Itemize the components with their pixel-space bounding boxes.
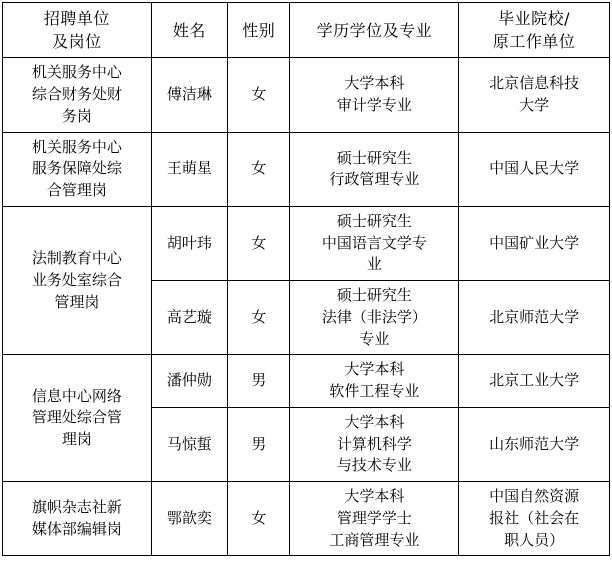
cell-unit-post-line: 机关服务中心 [31,63,122,82]
header-school-line: 毕业院校/ [498,9,571,28]
cell-gender: 女 [228,58,290,132]
table-row [3,482,610,556]
cell-education-line: 大学本科 [344,74,405,93]
cell-gender: 男 [228,407,290,481]
cell-unit-post [3,355,152,482]
cell-education-line: 与技术专业 [336,456,412,475]
cell-education-line: 大学本科 [344,360,405,379]
cell-education-line: 软件工程专业 [329,382,420,401]
cell-name: 傅洁琳 [151,58,227,132]
cell-education-line: 法律（非法学） [321,307,427,326]
cell-name: 鄂歆奕 [151,482,227,556]
cell-education-line: 业 [366,255,382,274]
cell-education-line: 专业 [359,329,390,348]
cell-unit-post-line: 信息中心网络 [31,386,122,405]
header-name-line: 姓名 [172,20,206,40]
cell-unit-post-line: 管理岗 [54,292,100,311]
header-unit-post [3,3,152,58]
recruitment-table [2,2,610,556]
cell-name: 高艺璇 [151,281,227,355]
cell-school-line: 大学 [519,96,550,114]
cell-unit-post-line: 业务处室综合 [31,270,122,289]
cell-school [459,132,610,206]
cell-education [290,206,459,280]
cell-gender: 女 [228,206,290,280]
cell-school-line: 北京信息科技 [489,74,580,93]
header-name [151,3,227,58]
header-gender-line: 性别 [242,20,276,40]
cell-education-line: 行政管理专业 [329,170,420,189]
cell-education-line: 硕士研究生 [336,286,412,305]
table-row [3,132,610,206]
cell-gender: 女 [228,132,290,206]
cell-school [459,355,610,408]
cell-gender: 女 [228,482,290,556]
cell-unit-post-line: 综合财务处财 [31,85,122,104]
cell-education [290,58,459,132]
table-row [3,355,610,408]
cell-education [290,281,459,355]
cell-school-line: 中国人民大学 [489,159,580,178]
cell-name: 马惊蜇 [151,407,227,481]
cell-name: 潘仲勋 [151,355,227,408]
cell-school [459,482,610,556]
cell-education [290,482,459,556]
cell-education [290,132,459,206]
cell-education-line: 工商管理专业 [329,530,420,549]
header-education-line: 学历学位及专业 [316,20,433,40]
cell-school [459,281,610,355]
cell-school-line: 山东师范大学 [489,434,580,453]
cell-education-line: 大学本科 [344,412,405,431]
cell-school-line: 报社（社会在 [489,508,580,527]
cell-gender: 男 [228,355,290,408]
table-header [3,3,610,58]
table-header-row [3,3,610,58]
header-gender [228,3,290,58]
table-row [3,58,610,132]
cell-school-line: 职人员） [504,530,565,549]
cell-name: 王萌星 [151,132,227,206]
cell-unit-post-line: 机关服务中心 [31,137,122,156]
cell-education-line: 硕士研究生 [336,211,412,230]
cell-education-line: 中国语言文学专 [321,233,427,252]
cell-unit-post-line: 旗帜杂志社新 [31,498,122,516]
cell-school-line: 北京师范大学 [489,307,580,326]
cell-school-line: 中国自然资源 [489,487,580,506]
cell-education [290,407,459,481]
cell-unit-post [3,206,152,355]
cell-education-line: 硕士研究生 [336,148,412,167]
cell-unit-post-line: 媒体部编辑岗 [31,519,122,538]
cell-education-line: 管理学学士 [336,508,412,527]
cell-education-line: 计算机科学 [336,434,412,453]
cell-gender: 女 [228,281,290,355]
cell-unit-post [3,58,152,132]
cell-school [459,407,610,481]
cell-unit-post-line: 务岗 [61,106,92,125]
cell-unit-post-line: 管理处综合管 [31,408,122,427]
cell-unit-post [3,482,152,556]
cell-school-line: 中国矿业大学 [489,233,580,252]
header-unit-post-line: 及岗位 [52,32,102,52]
cell-education-line: 大学本科 [344,487,405,506]
cell-unit-post-line: 合管理岗 [46,181,107,200]
cell-school-line: 北京工业大学 [489,371,580,390]
cell-education-line: 审计学专业 [336,96,412,114]
cell-school [459,58,610,132]
header-education [290,3,459,58]
cell-school [459,206,610,280]
cell-unit-post-line: 法制教育中心 [31,249,122,267]
cell-unit-post-line: 理岗 [61,430,92,449]
cell-unit-post-line: 服务保障处综 [31,159,122,178]
cell-education [290,355,459,408]
header-unit-post-line: 招聘单位 [43,9,110,28]
header-school-line: 原工作单位 [492,32,576,52]
table-body [3,58,610,556]
cell-unit-post [3,132,152,206]
header-school [459,3,610,58]
cell-name: 胡叶玮 [151,206,227,280]
table-row [3,206,610,280]
